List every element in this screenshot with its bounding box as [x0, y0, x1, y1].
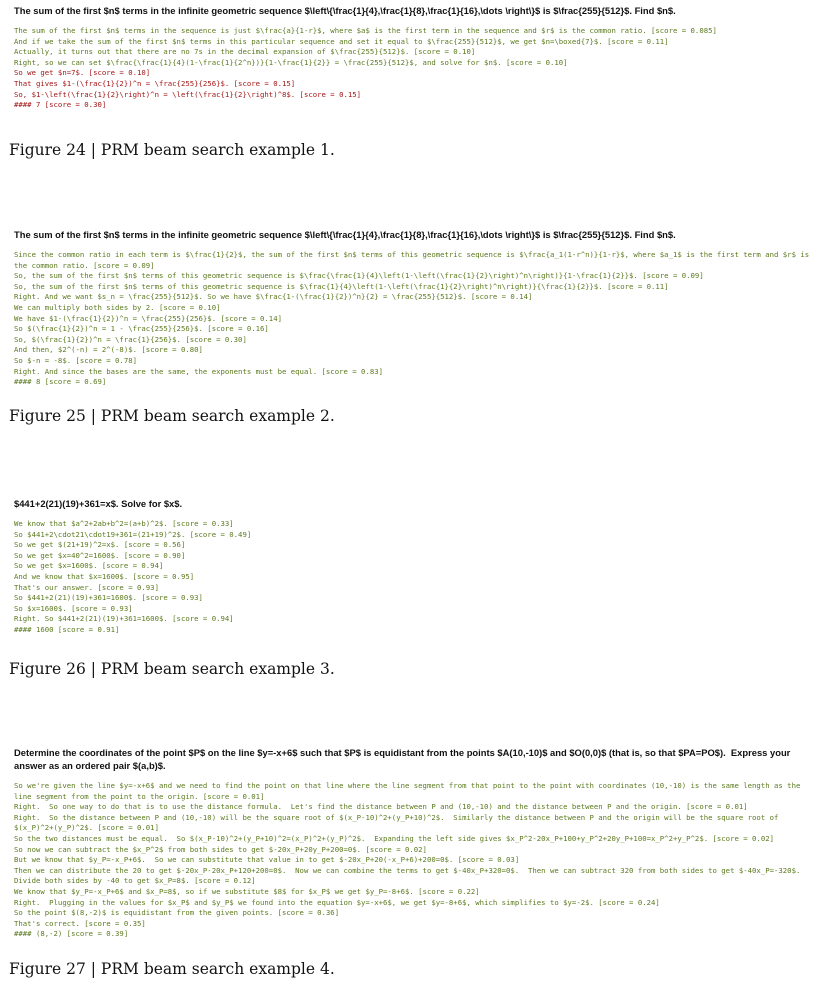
solution-step: But we know that $y_P=-x_P+6$. So we can substitute that value in to get $-20x_P+20(-x_P+6)+200=0$. [score = 0.03] [14, 855, 520, 865]
solution-step: So $x=1600$. [score = 0.93] [14, 603, 133, 613]
solution-step: So $-n = -8$. [score = 0.78] [14, 355, 138, 365]
solution-step: We know that $y_P=-x_P+6$ and $x_P=8$, so if we substitute $8$ for $x_P$ we get $y_P=-8+6$. [score = 0.22] [14, 886, 480, 896]
solution-step: Then we can distribute the 20 to get $-20x_P-20x_P+120+200=0$. Now we can combine the terms to get $-40x_P+320=0$. Then we can subtract 320 from both sides to get $-40x_P=-320$. Divide both sides by -40 to get $x_P=8$. [score = 0.12] [14, 865, 810, 886]
solution-step: So we get $x=1600$. [score = 0.94] [14, 561, 164, 571]
figure-27-steps [14, 781, 814, 940]
solution-step: #### 1600 [score = 0.91] [14, 624, 120, 634]
solution-step: We have $1-(\frac{1}{2})^n = \frac{255}{256}$. [score = 0.14] [14, 313, 282, 323]
figure-25-question: The sum of the first $n$ terms in the infinite geometric sequence $\left\{\frac{1}{4},\frac{1}{8},\frac{1}{16},\dots \right\}$ is $\frac{255}{512}$. Find $n$. [14, 229, 676, 240]
figure-26-steps [14, 519, 814, 636]
figure-24-panel [14, 4, 814, 111]
figure-26-panel [14, 497, 814, 636]
solution-step: So we get $(21+19)^2=x$. [score = 0.56] [14, 540, 186, 550]
solution-step: So, the sum of the first $n$ terms of this geometric sequence is $\frac{\frac{1}{4}\left(1-\left(\frac{1}{2}\right)^n\right)}{1-\frac{1}{2}}$. [score = 0.09] [14, 271, 704, 281]
solution-step: Right. So one way to do that is to use the distance formula. Let's find the distance between P and (10,-10) and the distance between P and the origin. [score = 0.01] [14, 802, 748, 812]
figure-27-panel [14, 746, 814, 940]
figure-24-steps [14, 26, 814, 111]
figure-24-question: The sum of the first $n$ terms in the infinite geometric sequence $\left\{\frac{1}{4},\frac{1}{8},\frac{1}{16},\dots \right\}$ is $\frac{255}{512}$. Find $n$. [14, 5, 676, 16]
figure-27-caption: Figure 27 | PRM beam search example 4. [9, 960, 335, 978]
solution-step: #### 8 [score = 0.69] [14, 377, 107, 387]
solution-step: Since the common ratio in each term is $\frac{1}{2}$, the sum of the first $n$ terms of this geometric sequence is $\frac{a_1(1-r^n)}{1-r}$, where $a_1$ is the first term and $r$ is the common ratio. [score = 0.09] [14, 250, 814, 270]
figure-26-caption: Figure 26 | PRM beam search example 3. [9, 660, 335, 678]
solution-step: So $(\frac{1}{2})^n = 1 - \frac{255}{256}$. [score = 0.16] [14, 324, 269, 334]
solution-step: So now we can subtract the $x_P^2$ from both sides to get $-20x_P+20y_P+200=0$. [score = 0.02] [14, 844, 427, 854]
solution-step: So, $1-\left(\frac{1}{2}\right)^n = \left(\frac{1}{2}\right)^8$. [score = 0.15] [14, 89, 362, 99]
solution-step: So we're given the line $y=-x+6$ and we need to find the point on that line where the line segment from that point to the point with coordinates (10,-10) is the same length as the line segment from the point to the origin. [score = 0.01] [14, 781, 805, 801]
solution-step: So $441+2\cdot21\cdot19+361=(21+19)^2$. [score = 0.49] [14, 529, 252, 539]
solution-step: That's correct. [score = 0.35] [14, 918, 146, 928]
solution-step: Right. So $441+2(21)(19)+361=1600$. [score = 0.94] [14, 614, 234, 624]
solution-step: Actually, it turns out that there are no 7s in the decimal expansion of $\frac{255}{512}$. [score = 0.10] [14, 47, 476, 57]
solution-step: Right. And since the bases are the same, the exponents must be equal. [score = 0.83] [14, 366, 384, 376]
solution-step: So we get $x=40^2=1600$. [score = 0.90] [14, 550, 186, 560]
figure-27-question: Determine the coordinates of the point $P$ on the line $y=-x+6$ such that $P$ is equidistant from the points $A(10,-10)$ and $O(0,0)$ (that is, so that $PA=PO$). Express your answer as an ordered pair $(a,b)$. [14, 747, 793, 771]
solution-step: Right. And we want $s_n = \frac{255}{512}$. So we have $\frac{1-(\frac{1}{2})^n}{2} = \frac{255}{512}$. [score = 0.14] [14, 292, 533, 302]
figure-25-panel [14, 228, 814, 388]
solution-step: So, the sum of the first $n$ terms of this geometric sequence is $\frac{1}{4}\left(1-\left(\frac{1}{2}\right)^n\right)}{\frac{1}{2}}$. [score = 0.11] [14, 281, 669, 291]
solution-step: #### (8,-2) [score = 0.39] [14, 929, 129, 939]
solution-step: We can multiply both sides by 2. [score = 0.10] [14, 302, 221, 312]
solution-step: We know that $a^2+2ab+b^2=(a+b)^2$. [score = 0.33] [14, 519, 234, 528]
solution-step: That's our answer. [score = 0.93] [14, 582, 159, 592]
solution-step: So $441+2(21)(19)+361=1600$. [score = 0.93] [14, 593, 203, 603]
figure-25-caption: Figure 25 | PRM beam search example 2. [9, 407, 335, 425]
figure-25-steps [14, 250, 814, 388]
solution-step: So we get $n=7$. [score = 0.10] [14, 68, 151, 78]
solution-step: The sum of the first $n$ terms in the sequence is just $\frac{a}{1-r}$, where $a$ is the first term in the sequence and $r$ is the common ratio. [score = 0.085] [14, 26, 717, 35]
solution-step: So the point $(8,-2)$ is equidistant from the given points. [score = 0.36] [14, 908, 340, 918]
solution-step: That gives $1-(\frac{1}{2})^n = \frac{255}{256}$. [score = 0.15] [14, 78, 296, 88]
solution-step: Right. So the distance between P and (10,-10) will be the square root of $(x_P-10)^2+(y_P+10)^2$. Similarly the distance between P and the origin will be the square root of $(x_P)^2+(y_P)^2$. [score = 0.01] [14, 812, 783, 833]
solution-step: So the two distances must be equal. So $(x_P-10)^2+(y_P+10)^2=(x_P)^2+(y_P)^2$. Expanding the left side gives $x_P^2-20x_P+100+y_P^2+20y_P+100=x_P^2+y_P^2$. [score = 0.02] [14, 833, 775, 843]
solution-step: And then, $2^(-n) = 2^(-8)$. [score = 0.80] [14, 345, 203, 355]
solution-step: So, $(\frac{1}{2})^n = \frac{1}{256}$. [score = 0.30] [14, 334, 247, 344]
solution-step: Right. Plugging in the values for $x_P$ and $y_P$ we found into the equation $y=-x+6$, we get $y=-8+6$, which simplifies to $y=-2$. [score = 0.24] [14, 897, 660, 907]
solution-step: And we know that $x=1600$. [score = 0.95] [14, 571, 195, 581]
solution-step: #### 7 [score = 0.30] [14, 100, 107, 110]
solution-step: And if we take the sum of the first $n$ terms in this particular sequence and set it equal to $\frac{255}{512}$, we get $n=\boxed{7}$. [score = 0.11] [14, 36, 669, 46]
figure-26-question: $441+2(21)(19)+361=x$. Solve for $x$. [14, 498, 183, 509]
solution-step: Right, so we can set $\frac{\frac{1}{4}(1-\frac{1}{2^n})}{1-\frac{1}{2}} = \frac{255}{512}$, and solve for $n$. [score = 0.10] [14, 57, 568, 67]
figure-24-caption: Figure 24 | PRM beam search example 1. [9, 141, 335, 159]
